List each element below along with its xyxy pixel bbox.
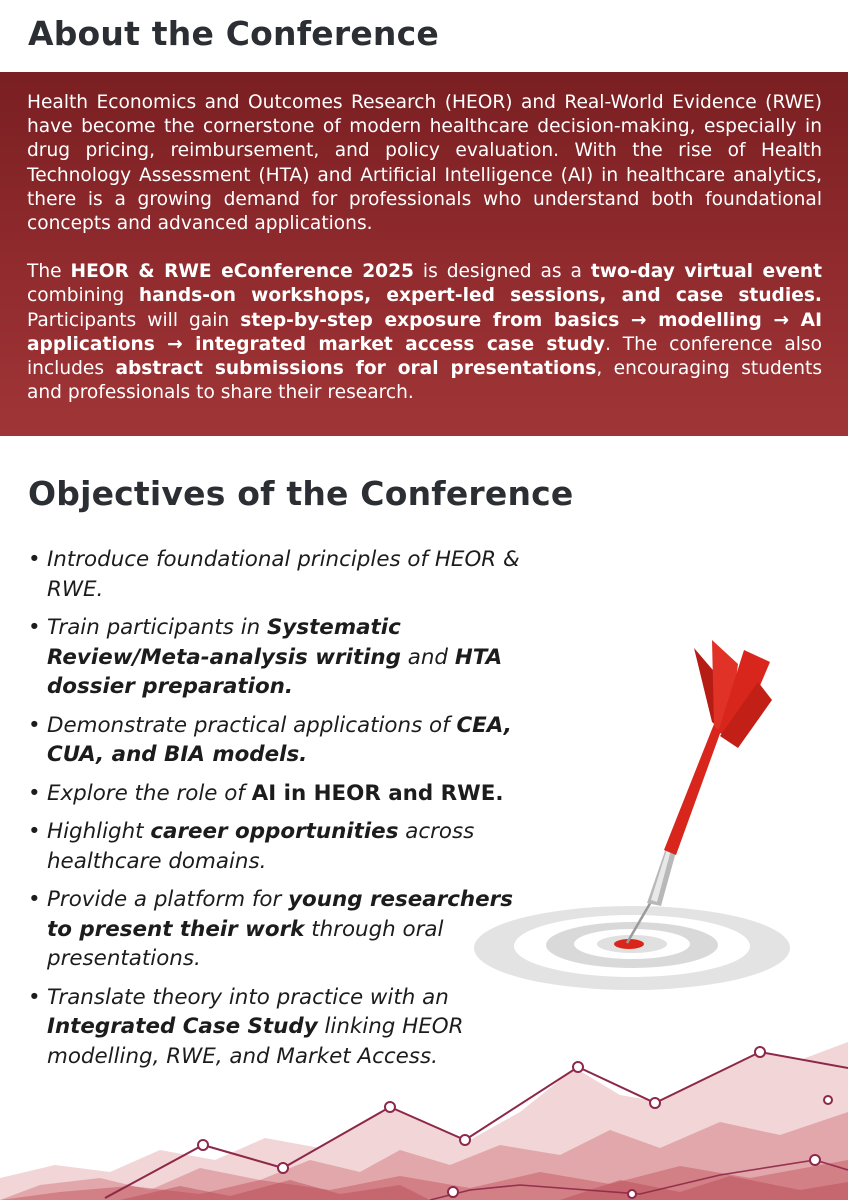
- list-item: [28, 983, 528, 1072]
- emphasis: career opportunities: [150, 819, 399, 844]
- list-item: [28, 545, 528, 604]
- list-item: [28, 817, 528, 876]
- text: is designed as a: [413, 261, 591, 283]
- abstract-submissions: abstract submissions for oral presentations: [115, 358, 597, 380]
- text: Participants will gain: [27, 309, 241, 331]
- objectives-heading: Objectives of the Conference: [28, 474, 574, 513]
- about-heading: About the Conference: [28, 14, 439, 53]
- text: across healthcare domains.: [47, 819, 475, 874]
- text: Introduce foundational principles of HEOR & RWE.: [47, 547, 520, 602]
- text: Highlight: [47, 819, 151, 844]
- emphasis: AI in HEOR and RWE.: [251, 780, 504, 806]
- list-item: [28, 613, 528, 702]
- list-item: [28, 885, 528, 974]
- list-item: [28, 711, 528, 770]
- emphasis: Integrated Case Study: [47, 1014, 318, 1039]
- event-format: two-day virtual event: [590, 261, 822, 283]
- text: . The conference also includes: [27, 333, 822, 380]
- conference-name: HEOR & RWE eConference 2025: [70, 261, 414, 283]
- text: Train participants in: [47, 615, 267, 640]
- text: through oral presentations.: [47, 916, 444, 971]
- text: Translate theory into practice with an: [47, 984, 449, 1010]
- text: Demonstrate practical applications of: [47, 712, 457, 738]
- learning-path: step-by-step exposure from basics → modelling → AI applications → integrated market access case study: [27, 309, 822, 355]
- text: and: [400, 644, 455, 670]
- text: linking HEOR modelling, RWE, and Market Access.: [47, 1014, 464, 1069]
- about-paragraph-1: Health Economics and Outcomes Research (HEOR) and Real-World Evidence (RWE) have become the cornerstone of modern healthcare decision-making, especially in drug pricing, reimbursement, and policy evaluation. With the rise of Health Technology Assessment (HTA) and Artificial Intelligence (AI) in healthcare analytics, there is a growing demand for professionals who understand both foundational concepts and advanced applications.: [27, 92, 822, 235]
- text: combining: [27, 285, 139, 307]
- list-item: [28, 779, 528, 809]
- event-components: hands-on workshops, expert-led sessions, and case studies.: [138, 285, 822, 307]
- emphasis: Systematic Review/Meta-analysis writing: [47, 615, 401, 670]
- objectives-list: [28, 545, 528, 1080]
- emphasis: HTA dossier preparation.: [47, 644, 503, 699]
- emphasis: young researchers to present their work: [47, 887, 513, 942]
- text: The: [27, 261, 71, 283]
- text: , encouraging students and professionals to share their research.: [27, 358, 823, 404]
- emphasis: CEA, CUA, and BIA models.: [47, 712, 512, 767]
- text: Provide a platform for: [47, 887, 289, 912]
- text: Explore the role of: [47, 780, 252, 806]
